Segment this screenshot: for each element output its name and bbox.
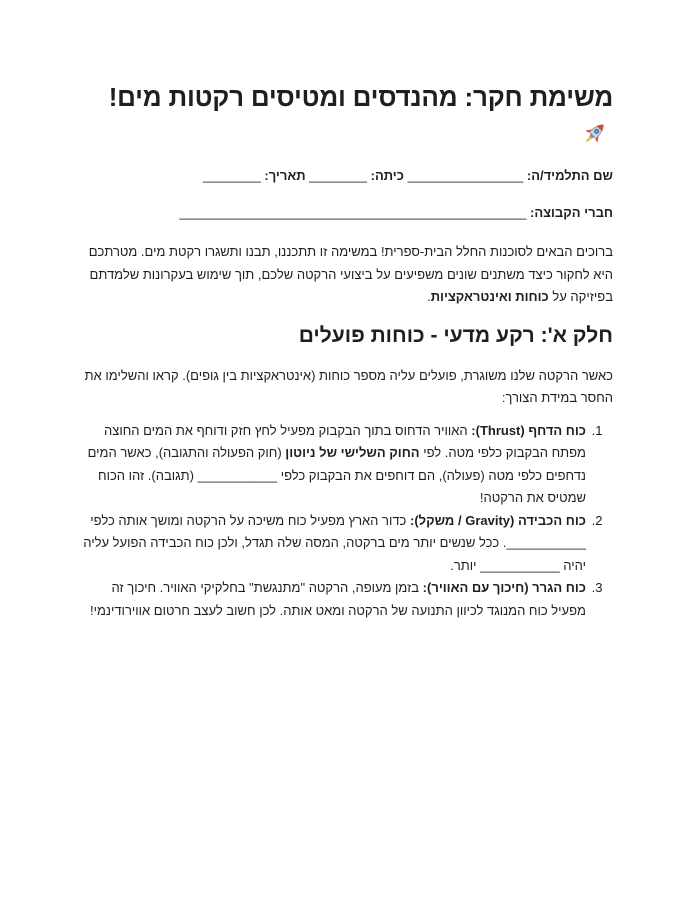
section-a-lead: כאשר הרקטה שלנו משוגרת, פועלים עליה מספר כוחות (אינטראקציות בין גופים). קראו והשלימו את החסר במידת הצורך: xyxy=(84,367,613,405)
section-a-heading: חלק א': רקע מדעי - כוחות פועלים xyxy=(298,323,613,347)
student-info-row xyxy=(82,166,613,186)
group-members-row xyxy=(82,203,613,223)
class-label: כיתה: xyxy=(370,168,404,183)
student-name-label: שם התלמיד/ה: xyxy=(526,168,613,183)
newton-third-law-term: החוק השלישי של ניוטון xyxy=(285,445,420,460)
list-item-drag xyxy=(82,577,588,622)
thrust-term: כוח הדחף (Thrust): xyxy=(471,422,586,438)
date-blank[interactable]: ________ xyxy=(202,168,261,183)
thrust-text-2: (חוק הפעולה והתגובה), כאשר המים נדחפים כלפי מטה (פעולה), הם דוחפים את הבקבוק כלפי ___________ (תגובה). זהו הכוח שמטיס את הרקטה! xyxy=(87,445,586,505)
group-members-label: חברי הקבוצה: xyxy=(529,205,613,220)
list-item-gravity xyxy=(82,510,588,578)
thrust-text: האוויר הדחוס בתוך הבקבוק מפעיל לחץ חזק ודוחף את המים החוצה מפתח הבקבוק כלפי מטה. לפי xyxy=(104,422,586,460)
gravity-term: כוח הכבידה (Gravity / משקל): xyxy=(410,512,586,528)
page-title xyxy=(82,78,613,154)
intro-bold-term: כוחות ואינטראקציות xyxy=(430,289,549,304)
gravity-text: כדור הארץ מפעיל כוח משיכה על הרקטה ומושך אותה כלפי ___________. ככל שנשים יותר מים ברקטה, המסה שלה תגדל, ולכן כוח הכבידה הפועל עליה יהיה ___________ יותר. xyxy=(83,512,586,573)
list-item-thrust xyxy=(82,420,588,510)
intro-paragraph xyxy=(82,241,613,309)
drag-term: כוח הגרר (חיכוך עם האוויר): xyxy=(422,580,586,595)
document-body xyxy=(82,78,613,622)
rocket-icon xyxy=(579,119,609,149)
group-members-blank[interactable]: ________________________________________________ xyxy=(179,205,527,220)
date-label: תאריך: xyxy=(264,168,306,183)
title-text: משימת חקר: מהנדסים ומטיסים רקטות מים! xyxy=(108,82,613,112)
drag-text: בזמן מעופה, הרקטה "מתנגשת" בחלקיקי האוויר. חיכוך זה מפעיל כוח המנוגד לכיוון התנועה של הרקטה ומאט אותה. לכן חשוב לעצב חרטום אווירודינמי! xyxy=(90,580,586,618)
forces-list xyxy=(82,420,613,623)
intro-text: ברוכים הבאים לסוכנות החלל הבית-ספרית! במשימה זו תתכננו, תבנו ותשגרו רקטת מים. מטרתכם היא לחקור כיצד משתנים שונים משפיעים על ביצועי הרקטה שלכם, תוך שימוש בעקרונות שלמדתם בפיזיקה על xyxy=(88,244,613,304)
intro-end: . xyxy=(427,289,431,304)
class-blank[interactable]: ________ xyxy=(309,168,367,183)
student-name-blank[interactable]: ________________ xyxy=(407,168,524,183)
